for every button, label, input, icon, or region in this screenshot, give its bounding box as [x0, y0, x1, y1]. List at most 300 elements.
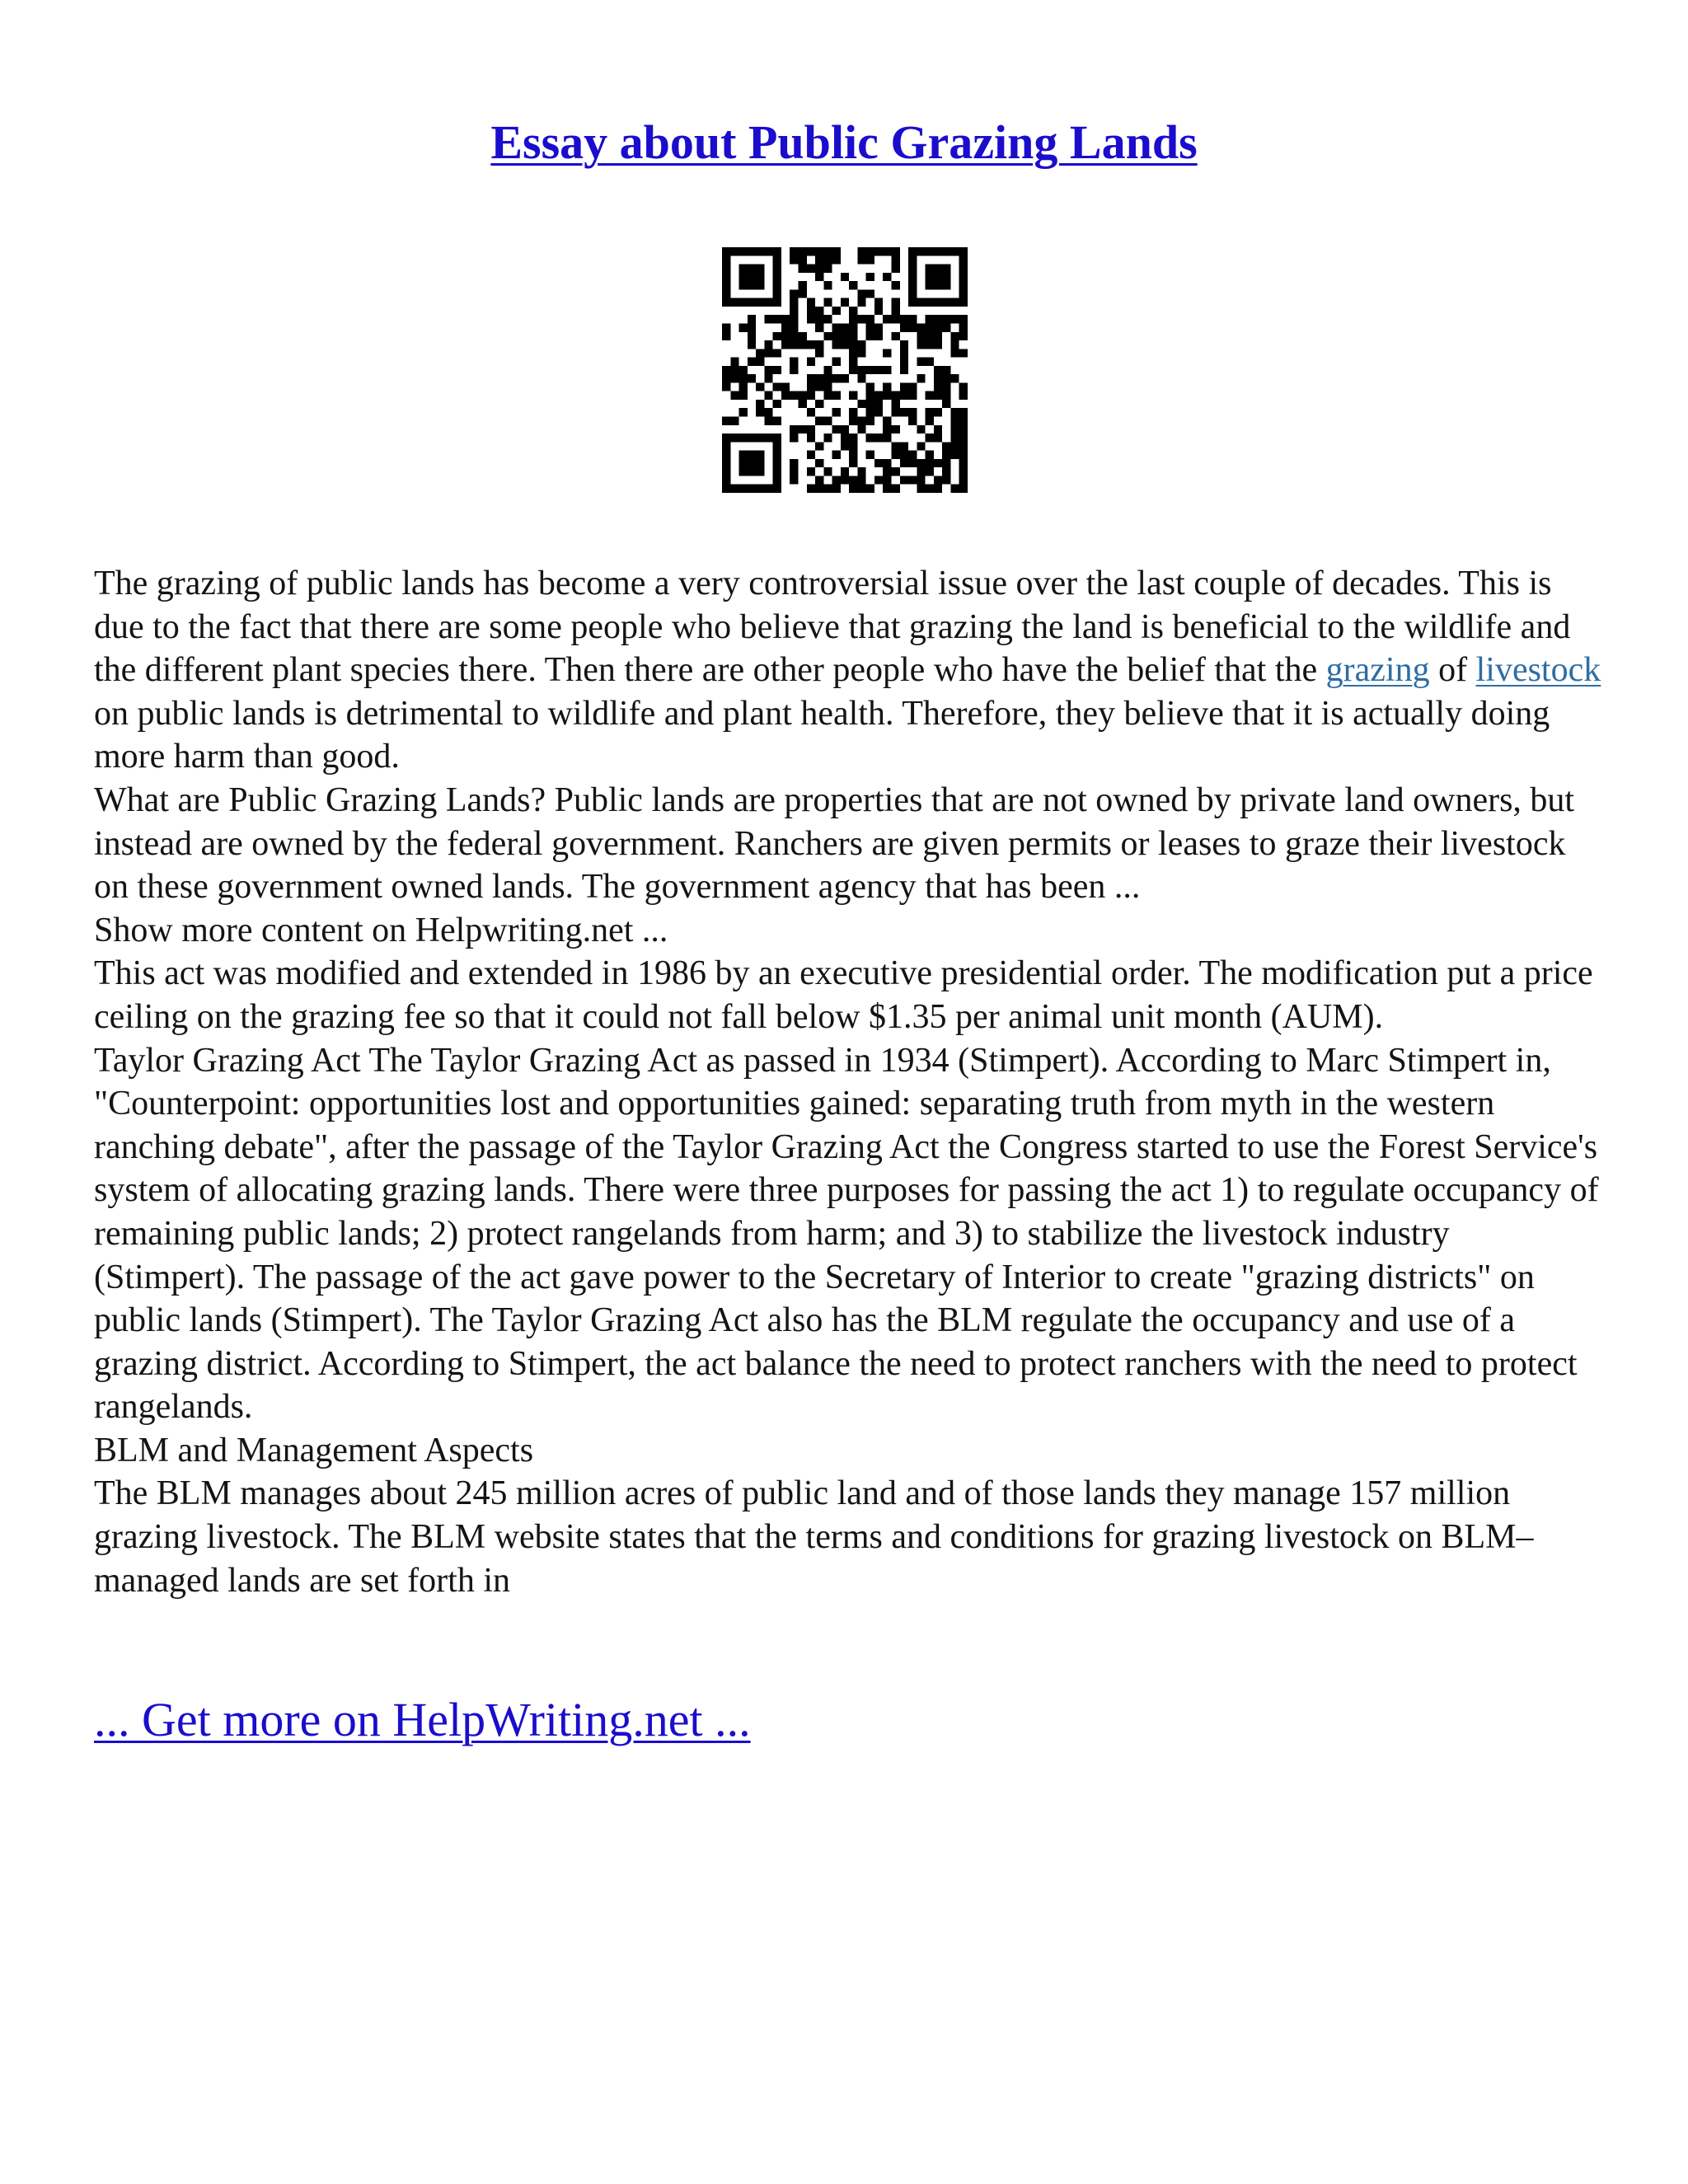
- qr-module: [883, 417, 891, 425]
- qr-module: [807, 307, 815, 315]
- qr-module: [781, 382, 790, 391]
- qr-module: [874, 307, 883, 315]
- qr-module: [866, 366, 874, 374]
- qr-module: [807, 425, 815, 434]
- qr-module: [942, 374, 950, 382]
- qr-module: [866, 434, 874, 442]
- qr-module: [841, 298, 849, 307]
- qr-module: [730, 485, 738, 493]
- qr-module: [849, 417, 857, 425]
- qr-module: [917, 340, 925, 349]
- qr-module: [959, 349, 968, 357]
- qr-module: [866, 255, 874, 264]
- qr-module: [926, 265, 934, 273]
- qr-module: [722, 281, 730, 289]
- qr-module: [748, 358, 756, 366]
- get-more-container: [94, 1691, 751, 1749]
- qr-module: [748, 485, 756, 493]
- qr-module: [849, 476, 857, 484]
- qr-module: [926, 467, 934, 476]
- qr-module: [722, 332, 730, 340]
- qr-module: [950, 340, 959, 349]
- qr-module: [926, 358, 934, 366]
- qr-module: [866, 332, 874, 340]
- qr-module: [959, 265, 968, 273]
- qr-module: [756, 298, 764, 307]
- qr-module: [849, 340, 857, 349]
- qr-module: [926, 315, 934, 323]
- qr-module: [790, 315, 798, 323]
- qr-module: [748, 467, 756, 476]
- qr-module: [959, 332, 968, 340]
- qr-module: [849, 391, 857, 400]
- qr-module: [926, 485, 934, 493]
- qr-module: [926, 323, 934, 331]
- qr-module: [807, 382, 815, 391]
- qr-module: [798, 289, 806, 298]
- paragraph-definition: What are Public Grazing Lands? Public lands are properties that are not owned by private land owners, but instead are owned by the federal government. Ranchers are given permits or leases to graze their livestock on these government owned lands. The government agency that has been ...: [94, 780, 1575, 907]
- qr-module: [849, 485, 857, 493]
- qr-module: [942, 467, 950, 476]
- qr-module: [722, 366, 730, 374]
- qr-module: [739, 408, 748, 416]
- qr-module: [917, 442, 925, 450]
- qr-module: [722, 434, 730, 442]
- qr-module: [781, 323, 790, 331]
- qr-module: [959, 476, 968, 484]
- qr-module: [950, 425, 959, 434]
- qr-module: [934, 382, 942, 391]
- qr-module: [908, 459, 917, 467]
- qr-module: [773, 467, 781, 476]
- qr-module: [756, 485, 764, 493]
- qr-module: [823, 391, 832, 400]
- paragraph-modification: This act was modified and extended in 1986 by an executive presidential order. The modification put a price ceiling on the grazing fee so that it could not fall below $1.35 per animal unit month (AUM).: [94, 954, 1593, 1036]
- qr-module: [764, 298, 772, 307]
- qr-module: [900, 442, 908, 450]
- qr-module: [857, 374, 865, 382]
- qr-module: [908, 247, 917, 255]
- get-more-link[interactable]: ... Get more on HelpWriting.net ...: [94, 1693, 751, 1746]
- heading-blm: BLM and Management Aspects: [94, 1431, 534, 1469]
- qr-module: [773, 417, 781, 425]
- qr-module: [832, 425, 841, 434]
- qr-module: [950, 298, 959, 307]
- qr-module: [942, 366, 950, 374]
- qr-module: [823, 434, 832, 442]
- qr-module: [722, 476, 730, 484]
- qr-module: [892, 485, 900, 493]
- qr-module: [722, 485, 730, 493]
- qr-module: [892, 281, 900, 289]
- qr-module: [942, 442, 950, 450]
- qr-module: [959, 281, 968, 289]
- qr-module: [841, 340, 849, 349]
- qr-module: [883, 459, 891, 467]
- qr-module: [857, 340, 865, 349]
- qr-module: [815, 417, 823, 425]
- qr-module: [900, 340, 908, 349]
- qr-module: [959, 289, 968, 298]
- qr-module: [748, 434, 756, 442]
- qr-module: [748, 332, 756, 340]
- qr-module: [790, 425, 798, 434]
- qr-module: [722, 467, 730, 476]
- qr-module: [874, 298, 883, 307]
- qr-module: [832, 323, 841, 331]
- qr-module: [942, 382, 950, 391]
- qr-module: [832, 255, 841, 264]
- qr-module: [908, 273, 917, 281]
- qr-module: [857, 255, 865, 264]
- qr-module: [832, 374, 841, 382]
- qr-module: [815, 400, 823, 408]
- qr-module: [917, 358, 925, 366]
- qr-module: [748, 273, 756, 281]
- qr-module: [866, 247, 874, 255]
- qr-module: [942, 247, 950, 255]
- qr-module: [950, 349, 959, 357]
- qr-module: [730, 366, 738, 374]
- qr-module: [908, 315, 917, 323]
- qr-module: [917, 323, 925, 331]
- qr-module: [756, 408, 764, 416]
- qr-module: [764, 340, 772, 349]
- qr-module: [722, 451, 730, 459]
- qr-module: [857, 485, 865, 493]
- qr-module: [748, 298, 756, 307]
- intro-text-middle: of: [1429, 651, 1476, 690]
- qr-module: [874, 247, 883, 255]
- qr-module: [926, 434, 934, 442]
- qr-module: [892, 307, 900, 315]
- qr-module: [722, 265, 730, 273]
- qr-module: [959, 425, 968, 434]
- qr-module: [950, 485, 959, 493]
- qr-module: [908, 391, 917, 400]
- qr-module: [739, 273, 748, 281]
- qr-module: [798, 400, 806, 408]
- qr-module: [739, 485, 748, 493]
- qr-module: [773, 476, 781, 484]
- qr-module: [849, 366, 857, 374]
- intro-text-start: The grazing of public lands has become a very controversial issue over the last couple of decades. This is due to the fact that there are some people who believe that grazing the land is beneficial to the wildlife and the different plant species there. Then there are other people who have the belief that the: [94, 565, 1571, 690]
- qr-module: [730, 374, 738, 382]
- qr-module: [874, 323, 883, 331]
- qr-module: [866, 323, 874, 331]
- qr-module: [883, 382, 891, 391]
- qr-module: [942, 451, 950, 459]
- qr-module: [798, 265, 806, 273]
- qr-module: [849, 442, 857, 450]
- qr-module: [790, 289, 798, 298]
- qr-module: [790, 255, 798, 264]
- qr-module: [781, 391, 790, 400]
- qr-module: [950, 315, 959, 323]
- qr-module: [866, 408, 874, 416]
- qr-module: [917, 332, 925, 340]
- qr-module: [832, 307, 841, 315]
- qr-module: [815, 265, 823, 273]
- qr-module: [900, 315, 908, 323]
- qr-module: [773, 315, 781, 323]
- qr-module: [934, 459, 942, 467]
- qr-module: [815, 307, 823, 315]
- qr-module: [739, 366, 748, 374]
- qr-module: [883, 247, 891, 255]
- qr-module: [764, 247, 772, 255]
- qr-module: [790, 323, 798, 331]
- qr-module: [917, 374, 925, 382]
- qr-module: [942, 476, 950, 484]
- qr-module: [764, 315, 772, 323]
- qr-module: [900, 459, 908, 467]
- qr-module: [807, 374, 815, 382]
- qr-module: [756, 273, 764, 281]
- qr-module: [823, 332, 832, 340]
- qr-module: [823, 281, 832, 289]
- qr-module: [764, 485, 772, 493]
- qr-module: [866, 451, 874, 459]
- qr-module: [959, 382, 968, 391]
- qr-module: [823, 265, 832, 273]
- qr-module: [832, 358, 841, 366]
- qr-module: [739, 247, 748, 255]
- qr-module: [815, 476, 823, 484]
- qr-module: [874, 434, 883, 442]
- qr-module: [773, 332, 781, 340]
- qr-module: [883, 467, 891, 476]
- qr-module: [900, 476, 908, 484]
- qr-module: [832, 391, 841, 400]
- qr-module: [773, 298, 781, 307]
- qr-module: [959, 391, 968, 400]
- qr-module: [841, 323, 849, 331]
- qr-module: [892, 247, 900, 255]
- qr-module: [883, 485, 891, 493]
- qr-module: [756, 265, 764, 273]
- page-title: [0, 114, 1688, 171]
- qr-module: [841, 442, 849, 450]
- qr-module: [790, 391, 798, 400]
- qr-module: [926, 417, 934, 425]
- qr-module: [959, 408, 968, 416]
- qr-module: [908, 382, 917, 391]
- qr-module: [722, 247, 730, 255]
- paragraph-intro: [94, 562, 1602, 779]
- qr-module: [959, 255, 968, 264]
- qr-module: [857, 349, 865, 357]
- qr-module: [823, 417, 832, 425]
- qr-module: [815, 340, 823, 349]
- qr-module: [892, 298, 900, 307]
- qr-module: [959, 467, 968, 476]
- essay-body: [94, 562, 1602, 1602]
- qr-code-icon: [722, 247, 968, 493]
- qr-module: [950, 434, 959, 442]
- qr-module: [883, 366, 891, 374]
- qr-module: [908, 408, 917, 416]
- qr-module: [832, 451, 841, 459]
- qr-module: [841, 332, 849, 340]
- qr-module: [857, 476, 865, 484]
- qr-module: [883, 434, 891, 442]
- qr-module: [798, 391, 806, 400]
- qr-module: [748, 281, 756, 289]
- qr-module: [900, 323, 908, 331]
- qr-module: [849, 434, 857, 442]
- qr-module: [798, 332, 806, 340]
- qr-module: [934, 332, 942, 340]
- qr-module: [866, 391, 874, 400]
- qr-module: [764, 434, 772, 442]
- qr-module: [934, 273, 942, 281]
- qr-module: [934, 281, 942, 289]
- qr-module: [959, 323, 968, 331]
- qr-module: [934, 340, 942, 349]
- qr-module: [832, 408, 841, 416]
- qr-module: [790, 476, 798, 484]
- qr-module: [764, 349, 772, 357]
- qr-module: [959, 247, 968, 255]
- qr-module: [832, 485, 841, 493]
- qr-module: [900, 408, 908, 416]
- qr-module: [823, 247, 832, 255]
- qr-module: [892, 408, 900, 416]
- qr-module: [773, 247, 781, 255]
- grazing-link[interactable]: grazing: [1325, 651, 1430, 690]
- qr-module: [790, 459, 798, 467]
- qr-module: [823, 315, 832, 323]
- qr-module: [781, 340, 790, 349]
- qr-module: [874, 408, 883, 416]
- qr-module: [874, 391, 883, 400]
- qr-module: [730, 434, 738, 442]
- qr-module: [866, 273, 874, 281]
- qr-module: [756, 349, 764, 357]
- qr-module: [730, 391, 738, 400]
- qr-module: [883, 425, 891, 434]
- qr-module: [917, 298, 925, 307]
- qr-module: [849, 451, 857, 459]
- qr-module: [773, 273, 781, 281]
- qr-module: [857, 298, 865, 307]
- qr-module: [959, 459, 968, 467]
- qr-module: [798, 255, 806, 264]
- qr-module: [764, 366, 772, 374]
- qr-module: [790, 340, 798, 349]
- qr-module: [874, 476, 883, 484]
- title-link[interactable]: Essay about Public Grazing Lands: [490, 115, 1198, 169]
- qr-module: [832, 332, 841, 340]
- qr-module: [756, 467, 764, 476]
- qr-module: [892, 467, 900, 476]
- qr-module: [832, 247, 841, 255]
- qr-module: [730, 247, 738, 255]
- qr-module: [823, 467, 832, 476]
- qr-module: [773, 451, 781, 459]
- qr-module: [874, 400, 883, 408]
- qr-module: [748, 315, 756, 323]
- qr-module: [773, 289, 781, 298]
- qr-module: [926, 247, 934, 255]
- qr-module: [934, 434, 942, 442]
- qr-module: [807, 247, 815, 255]
- qr-module: [722, 459, 730, 467]
- qr-module: [926, 459, 934, 467]
- qr-module: [841, 273, 849, 281]
- qr-module: [773, 485, 781, 493]
- qr-module: [823, 255, 832, 264]
- qr-module: [934, 476, 942, 484]
- qr-module: [739, 434, 748, 442]
- qr-module: [815, 382, 823, 391]
- qr-module: [798, 425, 806, 434]
- qr-module: [866, 485, 874, 493]
- qr-module: [934, 323, 942, 331]
- qr-module: [773, 382, 781, 391]
- show-more-text: Show more content on Helpwriting.net ...: [94, 911, 668, 949]
- qr-module: [798, 247, 806, 255]
- qr-module: [807, 391, 815, 400]
- qr-module: [756, 459, 764, 467]
- qr-module: [807, 467, 815, 476]
- qr-module: [773, 265, 781, 273]
- qr-module: [908, 298, 917, 307]
- qr-module: [917, 459, 925, 467]
- qr-module: [756, 400, 764, 408]
- qr-module: [773, 400, 781, 408]
- qr-module: [722, 323, 730, 331]
- qr-module: [849, 459, 857, 467]
- qr-module: [722, 374, 730, 382]
- qr-module: [942, 391, 950, 400]
- qr-module: [900, 358, 908, 366]
- qr-module: [739, 459, 748, 467]
- qr-module: [773, 459, 781, 467]
- qr-module: [926, 281, 934, 289]
- qr-module: [790, 332, 798, 340]
- qr-module: [815, 315, 823, 323]
- qr-module: [756, 434, 764, 442]
- qr-module: [950, 408, 959, 416]
- qr-module: [815, 485, 823, 493]
- qr-module: [790, 434, 798, 442]
- qr-module: [917, 485, 925, 493]
- qr-module: [730, 298, 738, 307]
- qr-module: [883, 391, 891, 400]
- qr-module: [926, 451, 934, 459]
- qr-module: [748, 340, 756, 349]
- qr-module: [908, 451, 917, 459]
- qr-module: [857, 315, 865, 323]
- qr-module: [959, 442, 968, 450]
- qr-module: [950, 417, 959, 425]
- qr-module: [942, 315, 950, 323]
- qr-module: [934, 374, 942, 382]
- qr-module: [841, 374, 849, 382]
- qr-module: [798, 340, 806, 349]
- qr-module: [892, 315, 900, 323]
- qr-module: [756, 382, 764, 391]
- paragraph-blm: The BLM manages about 245 million acres of public land and of those lands they manage 157 million grazing livestock. The BLM website states that the terms and conditions for grazing livestock on BLM–managed lands are set forth in: [94, 1474, 1534, 1600]
- qr-module: [926, 298, 934, 307]
- livestock-link[interactable]: livestock: [1475, 651, 1601, 690]
- qr-module: [730, 358, 738, 366]
- qr-module: [815, 442, 823, 450]
- qr-module: [773, 434, 781, 442]
- qr-module: [739, 451, 748, 459]
